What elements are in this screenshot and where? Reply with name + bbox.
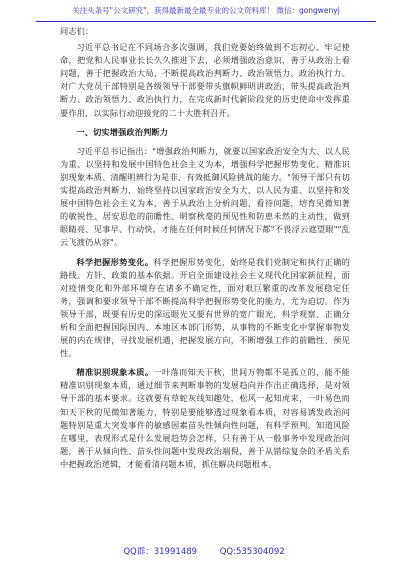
paragraph-essence-lead: 精准识别现象本质。 xyxy=(76,367,154,378)
paragraph-trend xyxy=(60,256,350,361)
footer xyxy=(0,545,408,557)
paragraph-trend-lead: 科学把握形势变化。 xyxy=(76,256,154,267)
paragraph-trend-body: 科学把握形势变化，始终是我们党制定和执行正确的路线、方针、政策的基本依据。开启全面建设社会主义现代化国家新征程，面对疫情变化和外部环境存在诸多不确定性，面对艰巨繁重的改革发展稳定任务，强调和要求领导干部不断提高科学把握形势变化的能力，尤为迫切。作为领导干部，既要有历史的深远眼光又要有世界的宽广眼光，科学观察、正确分析和全面把握国际国内、本地区本部门形势，从事物的不断变化中掌握事物发展的内在规律，寻找发展机遇，把握发展方向，不断增强工作的前瞻性、预见性。 xyxy=(60,256,350,359)
paragraph-essence xyxy=(60,366,350,471)
salutation: 同志们： xyxy=(60,26,94,36)
section-paragraph: 习近平总书记指出："增强政治判断力，就要以国家政治安全为大、以人民为重、以坚持和发展中国特色社会主义为本，增强科学把握形势变化、精准识别现象本质、清醒明辨行为是非、有效抵御风险挑战的能力。"领导干部只有切实提高政治判断力，始终坚持以国家政治安全为大、以人民为重、以坚持和发展中国特色社会主义为本，善于从政治上分析问题、看待问题，培育见微知著的敏锐性、居安思危的前瞻性、明察秋毫的预见性和防患未然的主动性，做到眼睛亮、见事早、行动快，才能在任何时候任何情况下都"不畏浮云遮望眼""乱云飞渡仍从容"。 xyxy=(60,145,350,248)
header-banner: 关注头条号"公文研究"，获得最新最全最专业的公文资料库！ 微信：gongwenyj xyxy=(72,6,340,15)
section-heading: 一、切实增强政治判断力 xyxy=(76,126,169,137)
footer-qq-group: QQ群：31991489 xyxy=(123,547,198,557)
document-body xyxy=(60,25,350,471)
paragraph-essence-body: 一叶落而知天下秋，世间万物都不是孤立的，能不能精准识别现象本质，通过细节来判断事物的发展趋向并作出正确选择，是对领导干部的基本要求。这就要有草蛇灰线知趣处，松风一起知虎来，一叶易色而知天下秋的见微知著能力，特别是要能够透过现象看本质，对容易诱发政治问题特别是重大突发事件的敏感因素苗头性倾向性问题，有科学预判，知道风险在哪里，表现形式是什么发展趋势会怎样，只有善于从一般事务中发现政治问题，善于从倾向性、苗头性问题中发现政治端倪，善于从错综复杂的矛盾关系中把握政治逻辑，才能看清问题本质，抓住解决问题根本。 xyxy=(60,367,350,469)
footer-qq-number: QQ:535304092 xyxy=(219,547,285,557)
header-divider xyxy=(36,21,376,22)
intro-paragraph: 习近平总书记在不同场合多次强调，我们党要始终做到不忘初心、牢记使命，把党和人民事业长长久久推进下去，必须增强政治意识，善于从政治上看问题，善于把握政治大局，不断提高政治判断力、政治领悟力、政治执行力。对广大党员干部特别是各级领导干部要带头旗帜鲜明讲政治，带头提高政治判断力、政治领悟力、政治执行力，在完成新时代新阶段党的历史使命中发挥重要作用，以实际行动迎接党的二十大胜利召开。 xyxy=(60,42,350,118)
